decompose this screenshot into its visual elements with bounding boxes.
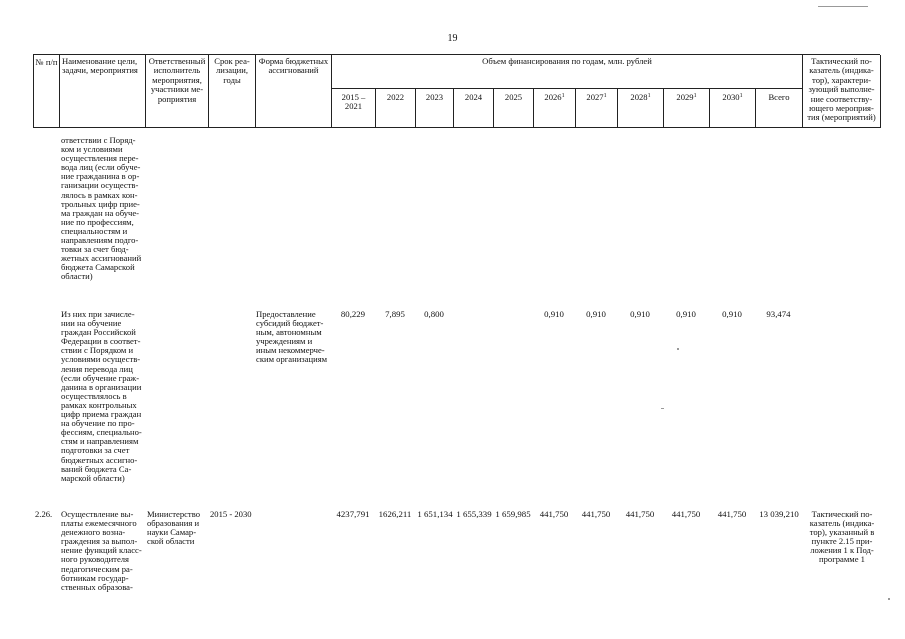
row-1-value: 0,910 — [630, 309, 650, 319]
row-2-indicator: Тактический по- казатель (индика- тор), указанный в пункте 2.15 при- ложения 1 к Под- программе 1 — [809, 509, 875, 565]
header-year-2025: 2025 — [494, 89, 534, 128]
header-year-2028: 2028$^1$ — [618, 89, 664, 128]
header-col-indicator: Тактический по- казатель (индика- тор), характери- зующий выполне- ние соответству- ющего мероприя- тия (мероприятий) — [803, 55, 881, 128]
row-0-name: ответствии с Поряд- ком и условиями осуществления пере- вода лиц (если обуче- ние гражданина в ор- ганизации осуществ- лялось в рамках кон- трольных цифр прие- ма граждан на обуче- ние по профессиям, специальностям и направлениям подго- товки за счет бюд- жетных ассигнований бюджета Самарской области) — [61, 135, 142, 282]
row-2-name: Осуществление вы- платы ежемесячного денежного возна- граждения за выпол- нение функций класс- ного руководителя педагогическим ра- ботникам государ- ственных образова- — [61, 509, 142, 592]
row-1-name: Из них при зачисле- нии на обучение граждан Российской Федерации в соответ- ствии с Порядком и условиями осуществ- ления перевода лиц (если обучение граж- данина в организации осуществлялось в рамках контрольных цифр приема граждан на обучение по про- фессиям, специально- стям и направлениям подготовки за счет бюджетных ассигно- ваний бюджета Са- марской области) — [61, 309, 142, 483]
row-2-value: 441,750 — [671, 509, 701, 519]
header-year-2023: 2023 — [416, 89, 454, 128]
header-year-2029: 2029$^1$ — [664, 89, 710, 128]
row-2-number: 2.26. — [35, 509, 53, 519]
row-1-value: 0,910 — [544, 309, 564, 319]
header-col-no: № п/п — [34, 55, 60, 128]
header-col-financing: Объем финансирования по годам, млн. рублей — [332, 55, 803, 89]
row-2-responsible: Министерство образования и науки Самар- ской области — [147, 509, 200, 547]
row-1-total: 93,474 — [766, 309, 791, 319]
table-header — [33, 54, 880, 128]
scan-speck — [888, 598, 890, 600]
row-1-value: 0,800 — [424, 309, 444, 319]
header-col-period: Срок реа- лизации, годы — [209, 55, 256, 128]
row-1-value: 0,910 — [586, 309, 606, 319]
row-2-value: 4237,791 — [336, 509, 370, 519]
row-1-value: 7,895 — [385, 309, 405, 319]
row-2-value: 441,750 — [581, 509, 611, 519]
header-year-2015-2021: 2015 – 2021 — [332, 89, 376, 128]
row-1-value: 0,910 — [676, 309, 696, 319]
header-col-name: Наименование цели, задачи, мероприятия — [60, 55, 146, 128]
header-year-2022: 2022 — [376, 89, 416, 128]
row-2-value: 441,750 — [539, 509, 569, 519]
row-2-value: 1 655,339 — [456, 509, 492, 519]
row-2-total: 13 039,210 — [759, 509, 799, 519]
scan-speck — [677, 348, 679, 350]
header-year-2024: 2024 — [454, 89, 494, 128]
scan-speck — [661, 408, 664, 409]
row-1-form: Предоставление субсидий бюджет- ным, автономным учреждениям и иным некоммерче- ским организациям — [256, 309, 328, 365]
header-year-2026: 2026$^1$ — [534, 89, 576, 128]
page-number: 19 — [447, 33, 458, 44]
header-col-form: Форма бюджетных ассигнований — [256, 55, 332, 128]
scan-speck — [818, 6, 868, 7]
row-1-value: 80,229 — [340, 309, 366, 319]
row-1-value: 0,910 — [722, 309, 742, 319]
row-2-period: 2015 - 2030 — [210, 509, 252, 519]
header-year-2030: 2030$^1$ — [710, 89, 756, 128]
header-year-2027: 2027$^1$ — [576, 89, 618, 128]
row-2-value: 1 651,134 — [417, 509, 453, 519]
row-2-value: 1 659,985 — [495, 509, 531, 519]
header-year-total: Всего — [756, 89, 803, 128]
header-col-responsible: Ответственный исполнитель мероприятия, участники ме- роприятия — [146, 55, 209, 128]
row-2-value: 441,750 — [717, 509, 747, 519]
row-2-value: 441,750 — [625, 509, 655, 519]
row-2-value: 1626,211 — [378, 509, 412, 519]
